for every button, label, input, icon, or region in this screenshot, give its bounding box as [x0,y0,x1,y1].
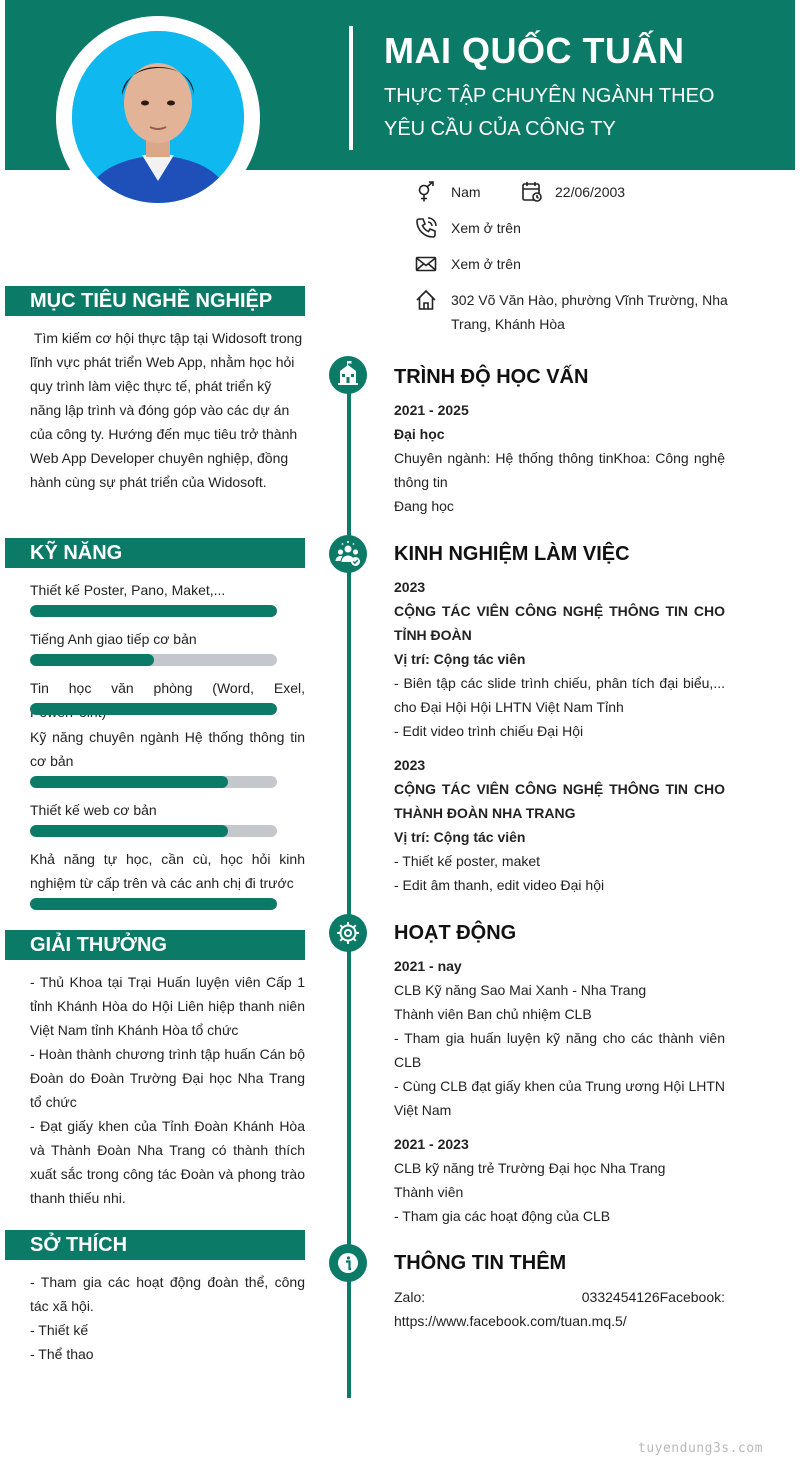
experience-desc: - Biên tập các slide trình chiếu, phân tích đại biểu,... cho Đại Hội Hội LHTN Việt Nam Tỉnh - Edit video trình chiếu Đại Hội [394,675,725,739]
address-value: 302 Võ Văn Hào, phường Vĩnh Trường, Nha Trang, Khánh Hòa [451,292,728,332]
experience-year: 2023 [394,757,426,773]
experience-position: Vị trí: Cộng tác viên [394,651,526,667]
objective-heading: MỤC TIÊU NGHỀ NGHIỆP [5,286,305,316]
activity-desc: CLB kỹ năng trẻ Trường Đại học Nha Trang Thành viên - Tham gia các hoạt động của CLB [394,1160,666,1224]
phone-value[interactable]: Xem ở trên [451,220,521,236]
gender-icon [415,181,437,203]
skill-bar-fill [30,898,277,910]
candidate-name: MAI QUỐC TUẤN [384,30,685,71]
skill-label: Tiếng Anh giao tiếp cơ bản [30,631,197,647]
activity-period: 2021 - nay [394,958,462,974]
education-heading: TRÌNH ĐỘ HỌC VẤN [394,366,589,388]
email-value[interactable]: Xem ở trên [451,256,521,272]
education-detail: Chuyên ngành: Hệ thống thông tinKhoa: Công nghệ thông tin [394,450,725,490]
experience-org: CỘNG TÁC VIÊN CÔNG NGHỆ THÔNG TIN CHO TỈNH ĐOÀN [394,603,725,643]
skill-bar-fill [30,703,277,715]
skill-label: Kỹ năng chuyên ngành Hệ thống thông tin cơ bản [30,729,305,769]
education-status: Đang học [394,498,454,514]
more-info-text[interactable]: Zalo: 0332454126Facebook: https://www.facebook.com/tuan.mq.5/ [394,1289,725,1329]
portrait-image [72,31,244,203]
team-icon [329,535,367,573]
experience-desc: - Thiết kế poster, maket - Edit âm thanh, edit video Đại hội [394,853,605,893]
activity-period: 2021 - 2023 [394,1136,469,1152]
skill-bar [30,605,277,617]
mail-icon [415,253,437,275]
education-degree: Đại học [394,426,445,442]
skill-bar-fill [30,654,154,666]
activity-desc: CLB Kỹ năng Sao Mai Xanh - Nha Trang Thành viên Ban chủ nhiệm CLB - Tham gia huấn luyện kỹ năng cho các thành viên CLB - Cùng CLB đạt giấy khen của Trung ương Hội LHTN Việt Nam [394,982,725,1118]
skill-bar [30,703,277,715]
experience-year: 2023 [394,579,426,595]
hobbies-text: - Tham gia các hoạt động đoàn thể, công tác xã hội. - Thiết kế - Thể thao [30,1274,305,1362]
skill-bar [30,654,277,666]
experience-heading: KINH NGHIỆM LÀM VIỆC [394,543,630,565]
skill-label: Tin học văn phòng (Word, Exel, [30,680,305,696]
phone-icon [415,217,437,239]
activities-heading: HOẠT ĐỘNG [394,922,517,944]
gender-value: Nam [451,184,481,200]
job-title: THỰC TẬP CHUYÊN NGÀNH THEO YÊU CẦU CỦA CÔNG TY [384,85,715,140]
skill-label: Khả năng tự học, cần cù, học hỏi kinh nghiệm từ cấp trên và các anh chị đi trước [30,851,305,891]
info-icon [329,1244,367,1282]
awards-text: - Thủ Khoa tại Trại Huấn luyện viên Cấp 1 tỉnh Khánh Hòa do Hội Liên hiệp thanh niên Việt Nam tỉnh Khánh Hòa tổ chức - Hoàn thành chương trình tập huấn Cán bộ Đoàn do Đoàn Trường Đại học Nha Trang tổ chức - Đạt giấy khen của Tỉnh Đoàn Khánh Hòa và Thành Đoàn Nha Trang có thành thích xuất sắc trong công tác Đoàn và phong trào thanh thiếu nhi. [30,974,305,1206]
skill-label: Thiết kế Poster, Pano, Maket,... [30,582,226,598]
gear-icon [329,914,367,952]
skill-label: Thiết kế web cơ bản [30,802,157,818]
home-icon [415,289,437,311]
calendar-icon [521,181,543,203]
skill-bar-fill [30,605,277,617]
avatar [72,31,244,203]
skill-bar [30,898,277,910]
skill-bar-fill [30,825,228,837]
skills-heading: KỸ NĂNG [5,538,305,568]
experience-org: CỘNG TÁC VIÊN CÔNG NGHỆ THÔNG TIN CHO THÀNH ĐOÀN NHA TRANG [394,781,725,821]
experience-position: Vị trí: Cộng tác viên [394,829,526,845]
skill-bar [30,776,277,788]
education-period: 2021 - 2025 [394,402,469,418]
birthday-value: 22/06/2003 [555,184,626,200]
name-divider [349,26,353,150]
skill-bar [30,825,277,837]
school-icon [329,356,367,394]
awards-heading: GIẢI THƯỞNG [5,930,305,960]
watermark: tuyendung3s.com [638,1441,763,1456]
hobbies-heading: SỞ THÍCH [5,1230,305,1260]
more-info-heading: THÔNG TIN THÊM [394,1252,567,1274]
objective-text: Tìm kiếm cơ hội thực tập tại Widosoft trong lĩnh vực phát triển Web App, nhằm học hỏi quy trình làm việc thực tế, phát triển kỹ năng lập trình và đóng góp vào các dự án của công ty. Hướng đến mục tiêu trở thành Web App Developer chuyên nghiệp, đồng hành cùng sự phát triển của Widosoft. [30,330,307,490]
skill-bar-fill [30,776,228,788]
